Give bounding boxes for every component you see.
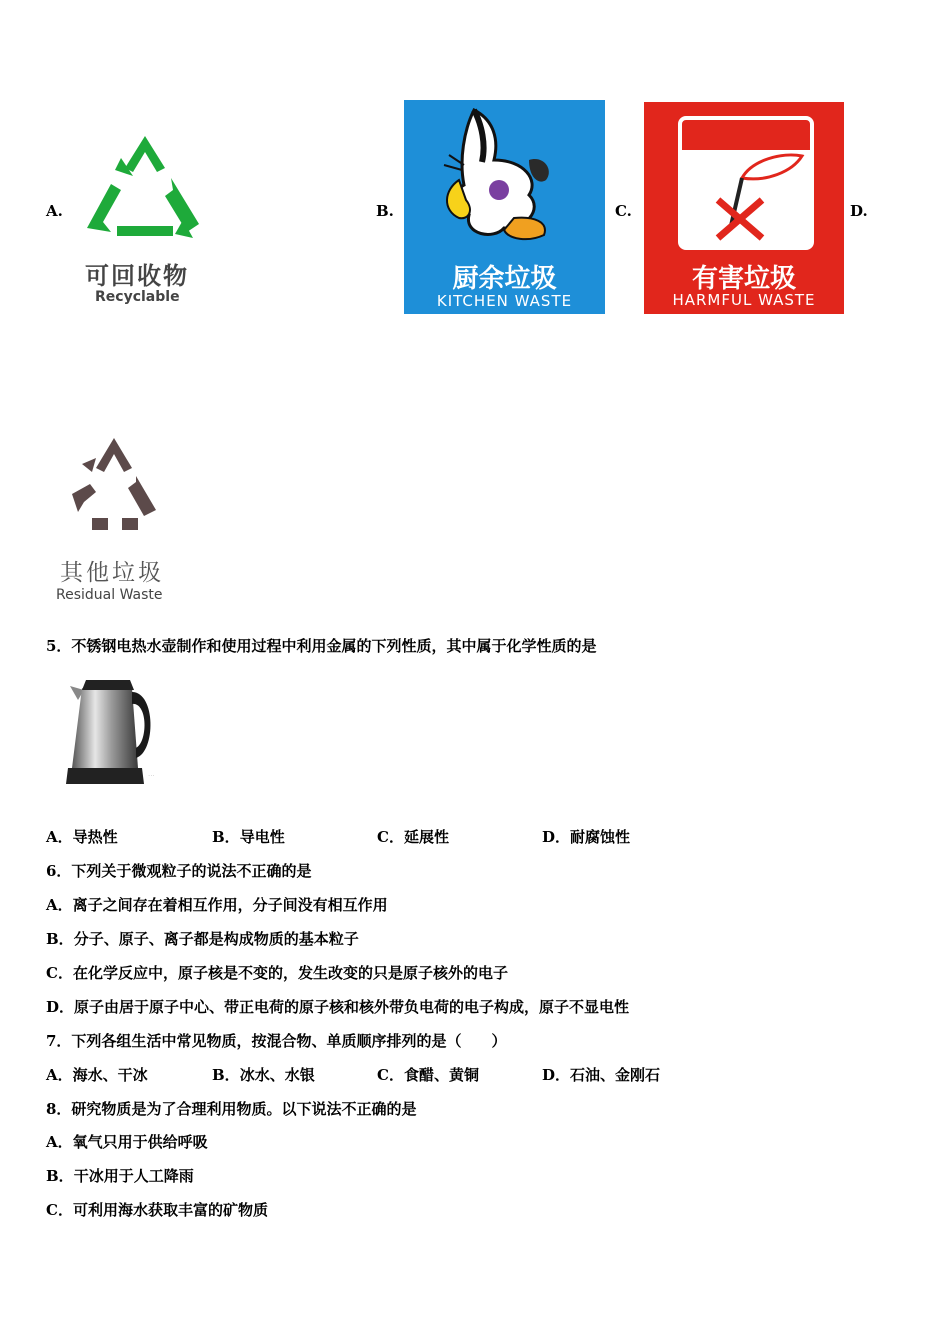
q7-choice-a: A．海水、干冰: [46, 1066, 148, 1084]
q8-choice-c: C．可利用海水获取丰富的矿物质: [46, 1201, 268, 1219]
residual-arrows-icon: [52, 434, 182, 534]
q7-choice-c: C．食醋、黄铜: [377, 1066, 479, 1084]
option-a-label: A.: [46, 202, 63, 220]
kitchen-waste-sign: [404, 100, 605, 314]
option-d-label: D.: [850, 202, 868, 220]
harmful-waste-en: HARMFUL WASTE: [672, 291, 816, 309]
q5-choice-b: B．导电性: [212, 828, 285, 846]
residual-en: Residual Waste: [56, 587, 163, 603]
kitchen-waste-cn: 厨余垃圾: [452, 264, 557, 294]
harmful-waste-cn: 有害垃圾: [691, 264, 796, 294]
q6-choice-d: D．原子由居于原子中心、带正电荷的原子核和核外带负电荷的电子构成，原子不显电性: [46, 998, 630, 1016]
residual-waste-sign: [52, 434, 182, 606]
q5-choice-a: A．导热性: [46, 828, 118, 846]
harmful-waste-sign: [644, 102, 844, 314]
q5-choice-d: D．耐腐蚀性: [542, 828, 631, 846]
q8-choice-b: B．干冰用于人工降雨: [46, 1167, 194, 1185]
option-b-label: B.: [376, 202, 394, 220]
harmful-icon-frame: [678, 116, 814, 250]
q6-stem: 6．下列关于微观粒子的说法不正确的是: [46, 862, 312, 880]
q5-choice-c: C．延展性: [377, 828, 449, 846]
q7-choice-b: B．冰水、水银: [212, 1066, 315, 1084]
residual-cn: 其他垃圾: [60, 560, 164, 586]
q8-choice-a: A．氧气只用于供给呼吸: [46, 1133, 208, 1151]
q6-choice-a: A．离子之间存在着相互作用，分子间没有相互作用: [46, 896, 388, 914]
svg-text:...: ...: [148, 770, 155, 778]
broken-bulb-icon: [682, 120, 810, 246]
kitchen-waste-en: KITCHEN WASTE: [436, 292, 573, 310]
recyclable-sign: [75, 128, 215, 318]
q7-choice-d: D．石油、金刚石: [542, 1066, 661, 1084]
q8-stem: 8．研究物质是为了合理利用物质。以下说法不正确的是: [46, 1100, 417, 1118]
q6-choice-c: C．在化学反应中，原子核是不变的，发生改变的只是原子核外的电子: [46, 964, 508, 982]
q5-stem: 5．不锈钢电热水壶制作和使用过程中利用金属的下列性质，其中属于化学性质的是: [46, 637, 597, 655]
q7-stem: 7．下列各组生活中常见物质，按混合物、单质顺序排列的是（ ）: [46, 1032, 507, 1050]
option-c-label: C.: [615, 202, 632, 220]
electric-kettle-icon: [60, 672, 170, 792]
recyclable-cn: 可回收物: [85, 262, 189, 290]
recyclable-en: Recyclable: [95, 289, 180, 305]
q6-choice-b: B．分子、原子、离子都是构成物质的基本粒子: [46, 930, 359, 948]
food-scraps-icon: [404, 100, 605, 250]
kettle-image: [60, 672, 170, 792]
recycle-arrows-icon: [75, 128, 215, 248]
